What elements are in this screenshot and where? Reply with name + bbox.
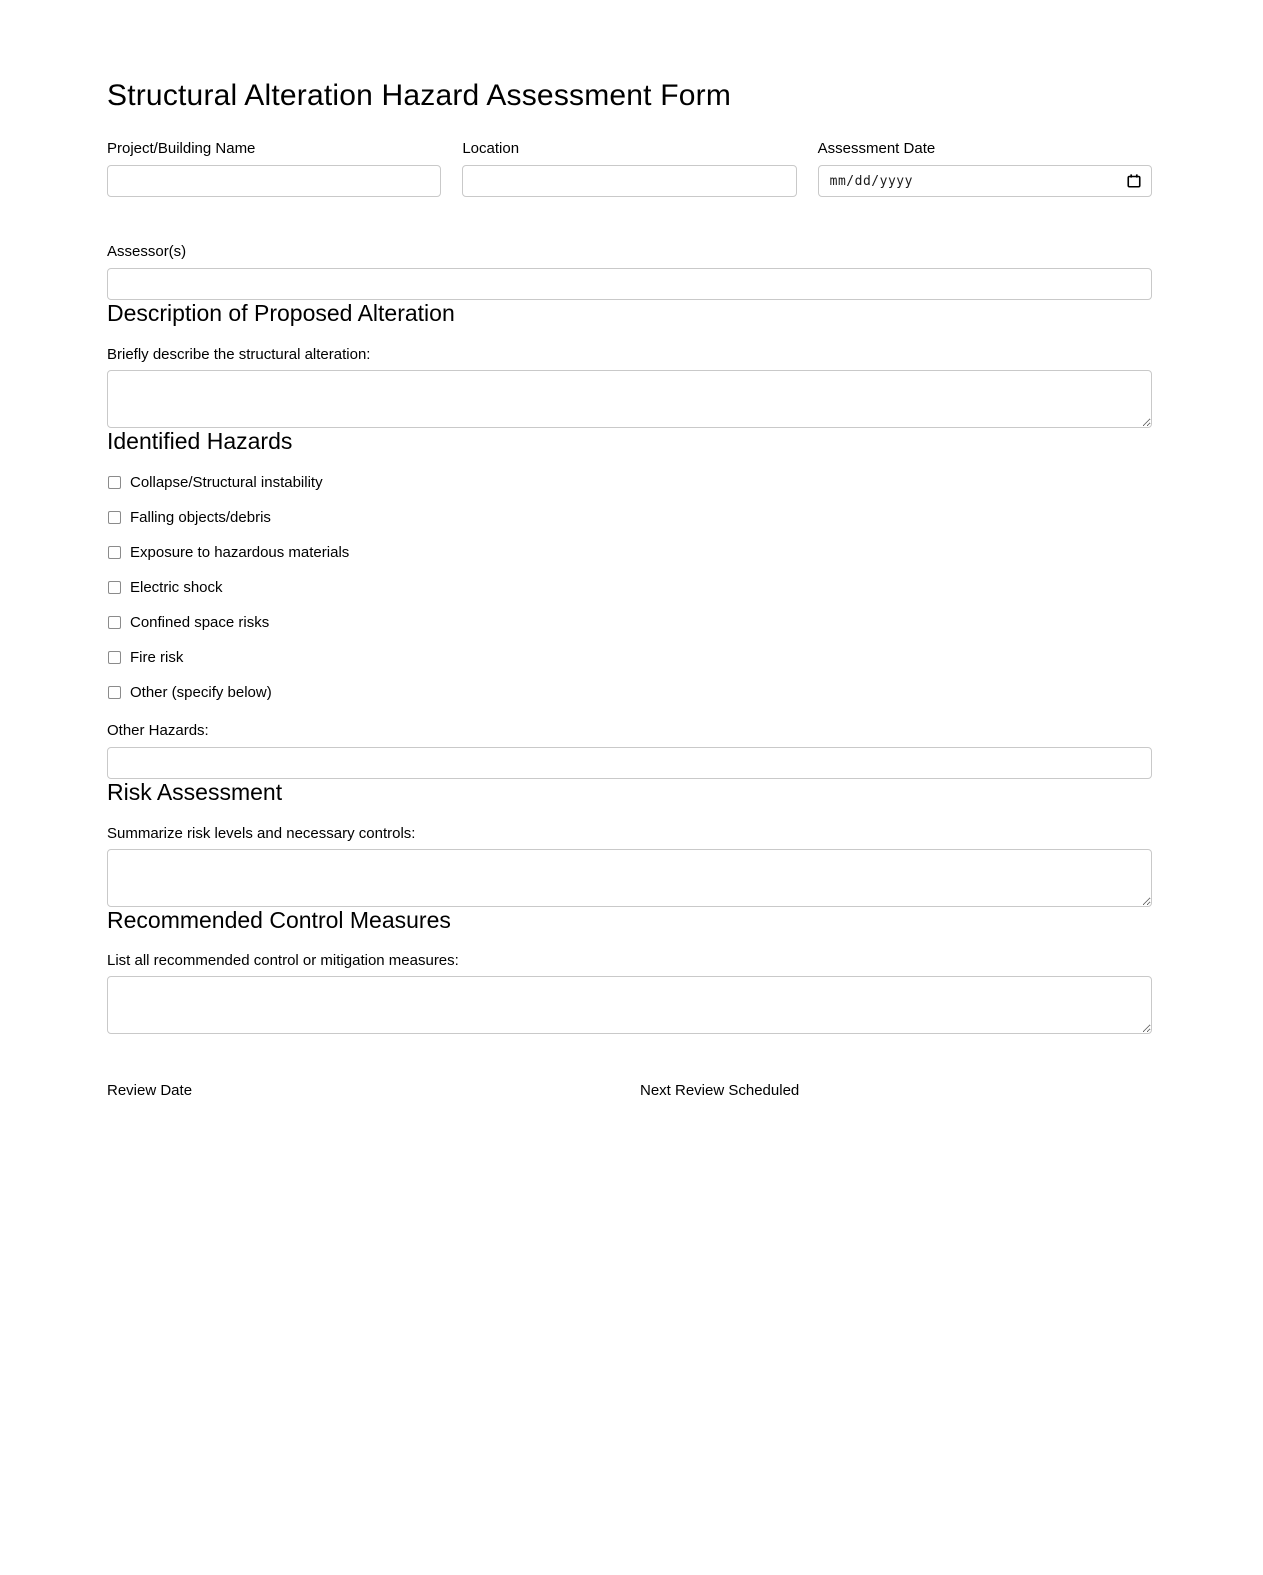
project-name-label: Project/Building Name — [107, 140, 256, 157]
section-heading-hazards: Identified Hazards — [107, 427, 293, 454]
hazard-row-confined-space[interactable] — [107, 613, 1152, 631]
calendar-icon[interactable] — [1126, 173, 1142, 189]
top-fields-row — [107, 140, 1152, 197]
assessment-date-input[interactable] — [818, 165, 1152, 197]
description-textarea[interactable] — [107, 370, 1152, 428]
assessors-label: Assessor(s) — [107, 243, 187, 260]
hazard-row-collapse[interactable] — [107, 473, 1152, 491]
review-date-field — [107, 1082, 619, 1100]
hazard-row-electric-shock[interactable] — [107, 578, 1152, 596]
hazard-label: Fire risk — [130, 648, 184, 666]
assessors-field — [107, 243, 1152, 300]
assessment-date-label: Assessment Date — [817, 140, 936, 157]
controls-textarea[interactable] — [107, 976, 1152, 1034]
hazard-label: Confined space risks — [130, 613, 270, 631]
location-field — [462, 140, 796, 197]
risk-textarea[interactable] — [107, 849, 1152, 907]
description-prompt: Briefly describe the structural alteration: — [107, 345, 371, 363]
section-heading-controls: Recommended Control Measures — [107, 906, 451, 933]
location-input[interactable] — [462, 165, 796, 197]
hazard-row-fire-risk[interactable] — [107, 648, 1152, 666]
hazard-checkbox-collapse[interactable] — [108, 476, 121, 489]
review-row — [107, 1082, 1152, 1100]
page-title: Structural Alteration Hazard Assessment Form — [107, 79, 732, 112]
project-name-input[interactable] — [107, 165, 441, 197]
hazard-checkbox-other[interactable] — [108, 686, 121, 699]
hazard-label: Exposure to hazardous materials — [130, 543, 350, 561]
review-date-label: Review Date — [107, 1082, 193, 1100]
section-heading-description: Description of Proposed Alteration — [107, 300, 455, 326]
controls-prompt: List all recommended control or mitigation measures: — [107, 952, 459, 970]
hazard-checkbox-falling-objects[interactable] — [108, 511, 121, 524]
hazard-checkbox-hazardous-materials[interactable] — [108, 546, 121, 559]
next-review-label: Next Review Scheduled — [640, 1082, 800, 1100]
other-hazards-input[interactable] — [107, 747, 1152, 779]
hazard-row-hazardous-materials[interactable] — [107, 543, 1152, 561]
other-hazards-field — [107, 722, 1152, 779]
section-heading-risk: Risk Assessment — [107, 779, 283, 806]
hazard-label: Electric shock — [130, 578, 223, 596]
other-hazards-label: Other Hazards: — [107, 722, 209, 740]
next-review-field — [640, 1082, 1152, 1100]
hazard-label: Other (specify below) — [130, 683, 272, 701]
hazard-checkbox-electric-shock[interactable] — [108, 581, 121, 594]
project-name-field — [107, 140, 441, 197]
hazard-row-falling-objects[interactable] — [107, 508, 1152, 526]
hazard-checkbox-fire-risk[interactable] — [108, 651, 121, 664]
hazard-checkbox-confined-space[interactable] — [108, 616, 121, 629]
risk-prompt: Summarize risk levels and necessary controls: — [107, 824, 416, 842]
form-page — [107, 0, 1152, 1100]
location-label: Location — [462, 140, 520, 157]
hazard-label: Collapse/Structural instability — [130, 473, 323, 491]
hazard-label: Falling objects/debris — [130, 508, 271, 526]
assessors-input[interactable] — [107, 268, 1152, 300]
date-placeholder: mm/dd/yyyy — [829, 173, 913, 189]
assessment-date-field — [818, 140, 1152, 197]
hazard-row-other[interactable] — [107, 683, 1152, 701]
